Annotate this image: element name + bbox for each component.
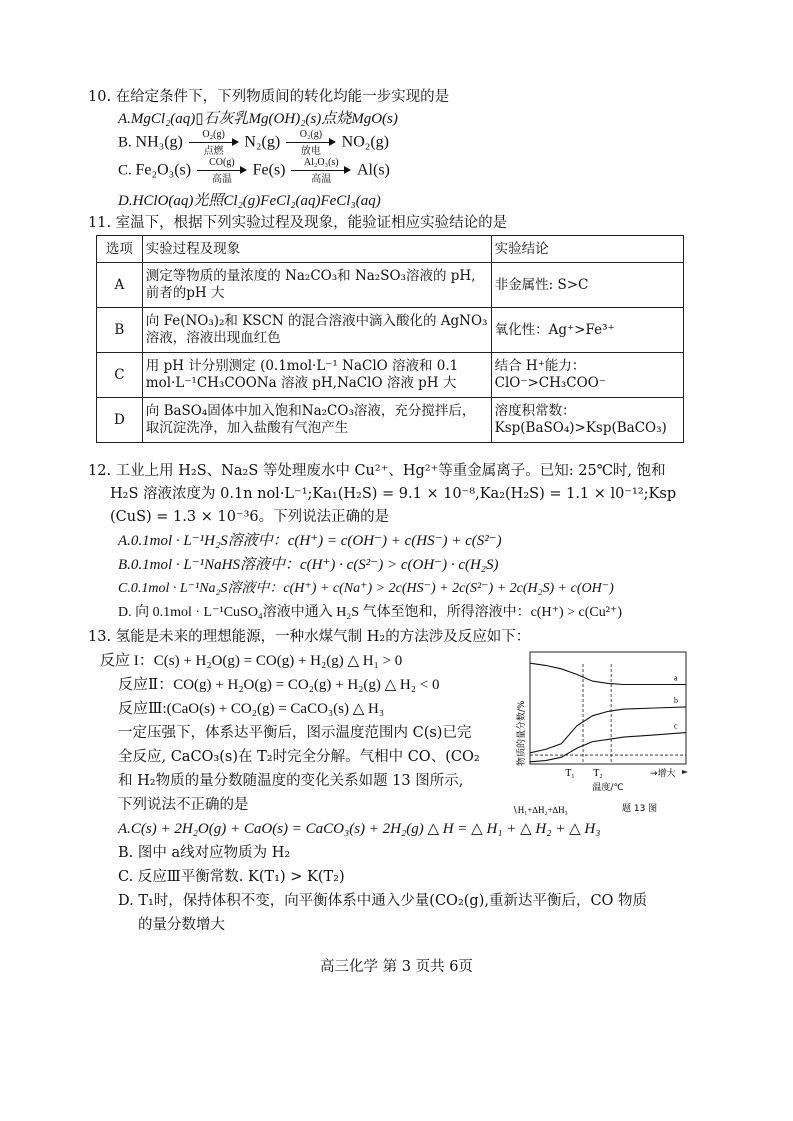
x-axis-arrow-label: →增大 bbox=[650, 769, 676, 779]
q12-option-b: B.0.1mol · L⁻¹NaHS溶液中：c(H⁺) · c(S²⁻) > c(OH⁻) · c(H₂S) bbox=[118, 557, 499, 573]
q12-stem-line3: (CuS) = 1.3 × 10⁻³6。下列说法正确的是 bbox=[110, 509, 390, 525]
q13-reaction-1: 反应 I：C(s) + H₂O(g) = CO(g) + H₂(g) △ H₁ > 0 bbox=[100, 653, 403, 669]
reaction-arrow bbox=[291, 157, 351, 185]
q13-option-c: C. 反应Ⅲ平衡常数. K(T₁) > K(T₂) bbox=[118, 869, 345, 885]
q10-option-a: A.MgCl₂(aq)▯石灰乳Mg(OH)₂(s)点烧MgO(s) bbox=[118, 111, 398, 127]
series-label-b: b bbox=[674, 695, 678, 705]
reaction-arrow bbox=[286, 129, 336, 157]
q12-stem-line2: H₂S 溶液浓度为 0.1n nol·L⁻¹;Ka₁(H₂S) = 9.1 × 10⁻⁸,Ka₂(H₂S) = 1.1 × l0⁻¹²;Ksp bbox=[110, 486, 677, 502]
q10-option-b bbox=[118, 129, 389, 157]
figure-caption: 题 13 图 bbox=[622, 804, 658, 814]
q12-option-d: D. 向 0.1mol · L⁻¹CuSO₄溶液中通入 H₂S 气体至饱和，所得溶液中：c(H⁺) > c(Cu²⁺) bbox=[118, 605, 622, 620]
y-axis-label: 物质的量分数/% bbox=[517, 700, 527, 766]
reactant: Fe₂O₃(s) bbox=[135, 161, 192, 179]
q13-reaction-2: 反应Ⅱ：CO(g) + H₂O(g) = CO₂(g) + H₂(g) △ H₂ < 0 bbox=[118, 677, 440, 693]
procedure-cell: 向 Fe(NO₃)₂和 KSCN 的混合溶液中滴入酸化的 AgNO₃溶液，溶液出现血红色 bbox=[142, 308, 491, 353]
q13-figure bbox=[510, 648, 698, 820]
reaction-arrow bbox=[197, 157, 247, 185]
arrow-condition-top: O₂(g) bbox=[202, 129, 225, 140]
table-row bbox=[97, 308, 684, 353]
header-cell: 实验过程及现象 bbox=[142, 236, 491, 263]
series-line-b bbox=[530, 707, 686, 753]
product: Al(s) bbox=[357, 161, 390, 179]
q10-stem: 10. 在给定条件下，下列物质间的转化均能一步实现的是 bbox=[88, 89, 450, 105]
q13-stem: 13. 氢能是未来的理想能源，一种水煤气制 H₂的方法涉及反应如下： bbox=[88, 629, 531, 645]
option-cell: A bbox=[97, 263, 143, 308]
q13-option-d-line2: 的量分数增大 bbox=[138, 917, 225, 933]
procedure-cell: 用 pH 计分别测定 (0.1mol·L⁻¹ NaClO 溶液和 0.1 mol·L⁻¹CH₃COONa 溶液 pH,NaClO 溶液 pH 大 bbox=[142, 353, 491, 398]
q13-para-line1: 一定压强下，体系达平衡后，图示温度范围内 C(s)已完 bbox=[118, 725, 472, 741]
option-cell: D bbox=[97, 398, 143, 443]
series-label-a: a bbox=[674, 673, 678, 683]
table-header-row bbox=[97, 236, 684, 263]
conclusion-cell: 结合 H⁺能力：ClO⁻>CH₃COO⁻ bbox=[491, 353, 683, 398]
arrow-condition-bottom: 放电 bbox=[300, 146, 321, 157]
arrow-condition-top: Al₂O₃(s) bbox=[303, 157, 339, 168]
tick-label-t1: T₁ bbox=[565, 768, 575, 779]
header-cell: 选项 bbox=[97, 236, 143, 263]
q10-option-d: D.HClO(aq)光照Cl₂(g)FeCl₂(aq)FeCl₃(aq) bbox=[118, 193, 381, 209]
intermediate: Fe(s) bbox=[252, 161, 286, 179]
arrow-condition-bottom: 高温 bbox=[211, 174, 232, 185]
arrow-condition-top: CO(g) bbox=[209, 157, 235, 168]
table-row bbox=[97, 353, 684, 398]
procedure-cell: 测定等物质的量浓度的 Na₂CO₃和 Na₂SO₃溶液的 pH,前者的pH 大 bbox=[142, 263, 491, 308]
intermediate: N₂(g) bbox=[244, 133, 281, 151]
series-line-c bbox=[530, 733, 686, 762]
conclusion-cell: 溶度积常数：Ksp(BaSO₄)>Ksp(BaCO₃) bbox=[491, 398, 683, 443]
q11-stem: 11. 室温下，根据下列实验过程及现象，能验证相应实验结论的是 bbox=[88, 215, 508, 231]
q13-para-line2: 全反应, CaCO₃(s)在 T₂时完全分解。气相中 CO、(CO₂ bbox=[118, 749, 480, 765]
q13-reaction-3: 反应Ⅲ:(CaO(s) + CO₂(g) = CaCO₃(s) △ H₃ bbox=[118, 701, 385, 717]
table-row bbox=[97, 263, 684, 308]
series-line-a bbox=[530, 663, 686, 684]
header-cell: 实验结论 bbox=[491, 236, 683, 263]
table-row bbox=[97, 398, 684, 443]
q13-option-d-line1: D. T₁时，保持体积不变，向平衡体系中通入少量(CO₂(g),重新达平衡后，CO 物质 bbox=[118, 893, 648, 909]
q13-para-line4: 下列说法不正确的是 bbox=[118, 797, 249, 813]
q12-option-a: A.0.1mol · L⁻¹H₂S溶液中：c(H⁺) = c(OH⁻) + c(HS⁻) + c(S²⁻) bbox=[118, 533, 502, 549]
option-cell: B bbox=[97, 308, 143, 353]
arrow-condition-bottom: 点燃 bbox=[203, 146, 224, 157]
page-footer: 高三化学 第 3 页共 6页 bbox=[320, 959, 473, 975]
reaction-arrow bbox=[189, 129, 239, 157]
q12-option-c: C.0.1mol · L⁻¹Na₂S溶液中：c(H⁺) + c(Na⁺) > 2c(HS⁻) + 2c(S²⁻) + 2c(H₂S) + c(OH⁻) bbox=[118, 581, 614, 596]
option-cell: C bbox=[97, 353, 143, 398]
series-label-c: c bbox=[674, 721, 678, 731]
q12-stem-line1: 12. 工业上用 H₂S、Na₂S 等处理废水中 Cu²⁺、Hg²⁺等重金属离子。已知: 25℃时, 饱和 bbox=[88, 463, 666, 479]
x-axis-arrow-icon bbox=[682, 770, 688, 774]
x-axis-label: 温度/℃ bbox=[592, 783, 624, 793]
q13-para-line3: 和 H₂物质的量分数随温度的变化关系如题 13 图所示, bbox=[118, 773, 464, 789]
under-chart-text: ∖H₁+∆H₂+∆H₃ bbox=[512, 805, 568, 815]
q10-option-c bbox=[118, 157, 390, 186]
arrow-condition-top: O₂(g) bbox=[299, 129, 323, 140]
reactant: NH₃(g) bbox=[135, 133, 183, 151]
tick-label-t2: T₂ bbox=[593, 768, 603, 779]
q11-table bbox=[96, 235, 684, 443]
product: NO₂(g) bbox=[341, 133, 389, 151]
option-label: C. bbox=[118, 162, 132, 179]
procedure-cell: 向 BaSO₄固体中加入饱和Na₂CO₃溶液，充分搅拌后，取沉淀洗净，加入盐酸有气泡产生 bbox=[142, 398, 491, 443]
conclusion-cell: 氧化性：Ag⁺>Fe³⁺ bbox=[491, 308, 683, 353]
option-label: B. bbox=[118, 134, 132, 151]
arrow-condition-bottom: 高温 bbox=[311, 174, 332, 185]
q13-option-b: B. 图中 a线对应物质为 H₂ bbox=[118, 845, 291, 861]
conclusion-cell: 非金属性: S>C bbox=[491, 263, 683, 308]
q13-option-a: A.C(s) + 2H₂O(g) + CaO(s) = CaCO₃(s) + 2H₂(g) △ H = △ H₁ + △ H₂ + △ H₃ bbox=[118, 821, 601, 837]
